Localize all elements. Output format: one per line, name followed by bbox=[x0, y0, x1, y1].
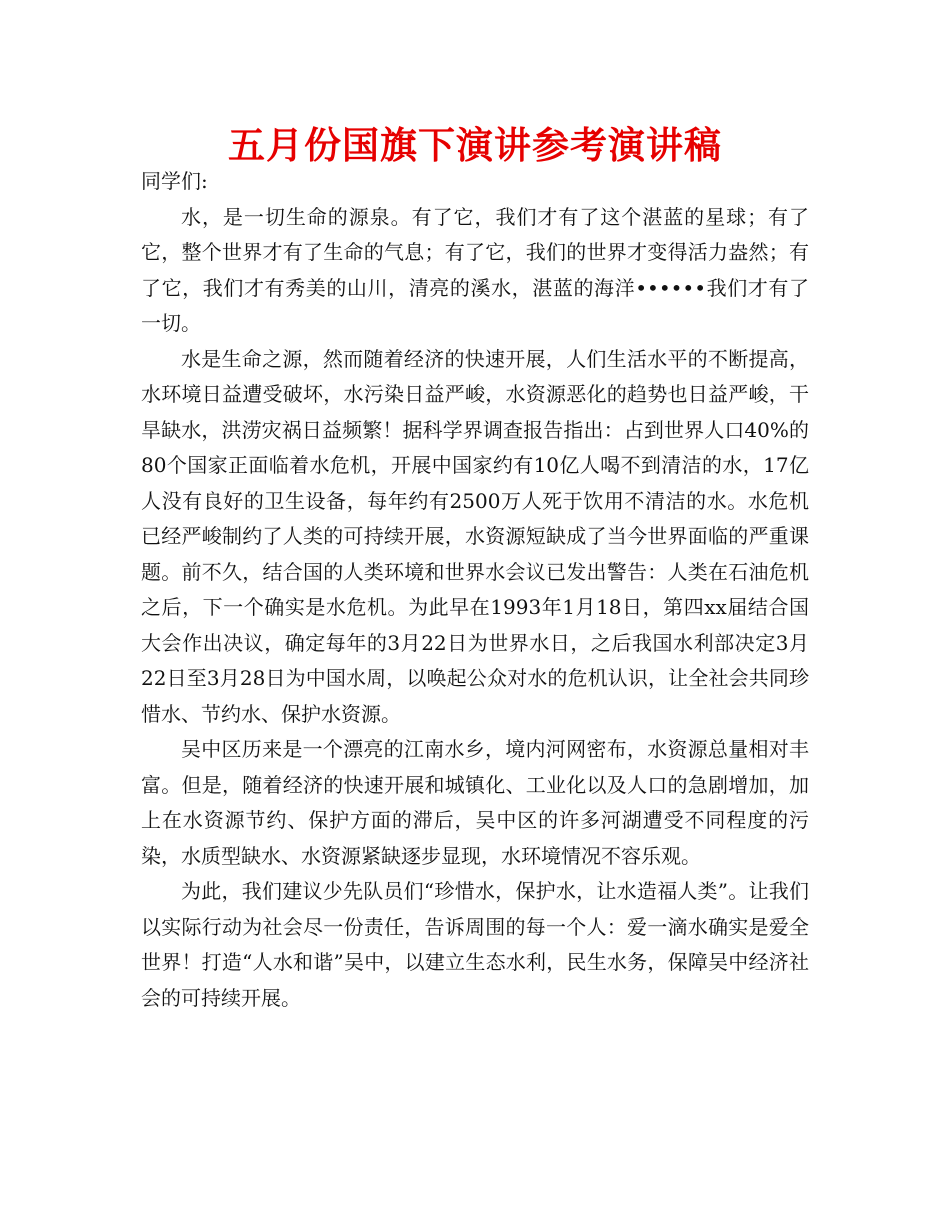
paragraph-water-crisis: 水是生命之源，然而随着经济的快速开展，人们生活水平的不断提高，水环境日益遭受破坏，水污染日益严峻，水资源恶化的趋势也日益严峻，干旱缺水，洪涝灾祸日益频繁！据科学界调查报告指出：占到世界人口40%的80个国家正面临着水危机，开展中国家约有10亿人喝不到清洁的水，17亿人没有良好的卫生设备，每年约有2500万人死于饮用不清洁的水。水危机已经严峻制约了人类的可持续开展，水资源短缺成了当今世界面临的严重课题。前不久，结合国的人类环境和世界水会议已发出警告：人类在石油危机之后，下一个确实是水危机。为此早在1993年1月18日，第四xx届结合国大会作出决议，确定每年的3月22日为世界水日，之后我国水利部决定3月22日至3月28日为中国水周，以唤起公众对水的危机认识，让全社会共同珍惜水、节约水、保护水资源。 bbox=[141, 346, 809, 726]
document-title: 五月份国旗下演讲参考演讲稿 bbox=[228, 124, 722, 167]
paragraph-water-source: 水，是一切生命的源泉。有了它，我们才有了这个湛蓝的星球；有了它，整个世界才有了生命的气息；有了它，我们的世界才变得活力盎然；有了它，我们才有秀美的山川，清亮的溪水，湛蓝的海洋••••••我们才有了一切。 bbox=[141, 204, 809, 335]
salutation: 同学们: bbox=[141, 169, 208, 193]
paragraph-wuzhong-district: 吴中区历来是一个漂亮的江南水乡，境内河网密布，水资源总量相对丰富。但是，随着经济的快速开展和城镇化、工业化以及人口的急剧增加，加上在水资源节约、保护方面的滞后，吴中区的许多河湖遭受不同程度的污染，水质型缺水、水资源紧缺逐步显现，水环境情况不容乐观。 bbox=[141, 737, 809, 868]
paragraph-call-to-action: 为此，我们建议少先队员们“珍惜水，保护水，让水造福人类”。让我们以实际行动为社会尽一份责任，告诉周围的每一个人：爱一滴水确实是爱全世界！打造“人水和谐”吴中，以建立生态水利，民生水务，保障吴中经济社会的可持续开展。 bbox=[141, 879, 809, 1010]
document-body bbox=[141, 164, 809, 1016]
